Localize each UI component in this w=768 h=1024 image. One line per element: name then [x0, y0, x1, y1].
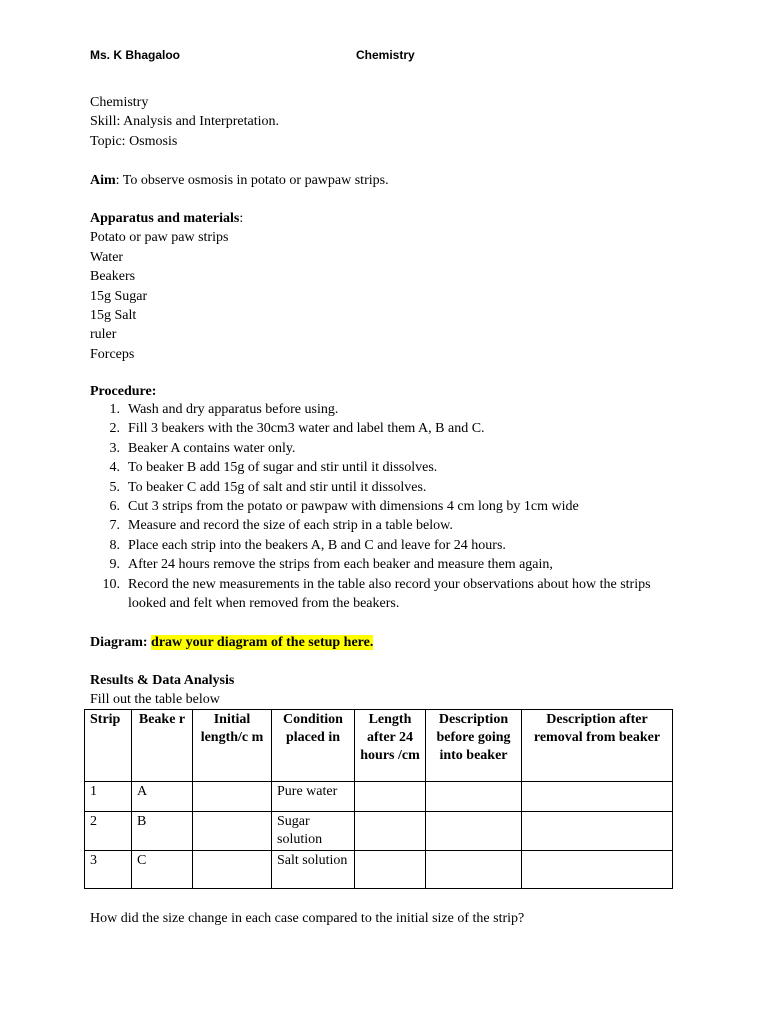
table-cell: Pure water: [272, 782, 355, 812]
procedure-step: 7. Measure and record the size of each strip in a table below.: [109, 518, 453, 534]
diagram-line: [90, 633, 373, 652]
subject-line: Chemistry: [90, 95, 149, 110]
table-row: [85, 851, 673, 889]
procedure-step: 6. Cut 3 strips from the potato or pawpaw with dimensions 4 cm long by 1cm wide: [109, 499, 579, 515]
aim-line: [90, 171, 389, 190]
table-cell[interactable]: [355, 812, 426, 851]
table-row: [85, 812, 673, 851]
table-cell[interactable]: [522, 782, 673, 812]
table-header-cell: Description before going into beaker: [426, 710, 522, 782]
apparatus-item: Water: [90, 249, 124, 265]
apparatus-item: ruler: [90, 327, 117, 343]
table-cell[interactable]: [522, 812, 673, 851]
table-cell: Salt solution: [272, 851, 355, 889]
table-header-cell: Length after 24 hours /cm: [355, 710, 426, 782]
apparatus-block: [90, 209, 243, 364]
table-cell: Sugar solution: [272, 812, 355, 851]
procedure-step: 5. To beaker C add 15g of salt and stir until it dissolves.: [109, 479, 427, 495]
header-author: Ms. K Bhagaloo: [90, 48, 181, 62]
aim-label: Aim: [90, 173, 116, 188]
table-header-cell: Condition placed in: [272, 710, 355, 782]
table-header-cell: Beake r: [132, 710, 193, 782]
table-cell: B: [132, 812, 193, 851]
procedure-list: [90, 400, 680, 613]
table-cell[interactable]: [193, 782, 272, 812]
apparatus-item: Beakers: [90, 269, 136, 285]
procedure-step: 3. Beaker A contains water only.: [109, 440, 296, 456]
table-header-row: [85, 710, 673, 782]
results-block: [90, 671, 234, 710]
procedure-step: 4. To beaker B add 15g of sugar and stir until it dissolves.: [109, 460, 438, 476]
apparatus-item: Forceps: [90, 346, 135, 362]
table-cell[interactable]: [193, 851, 272, 889]
results-instruction: Fill out the table below: [90, 692, 220, 708]
table-cell[interactable]: [426, 812, 522, 851]
topic-line: Topic: Osmosis: [90, 133, 178, 149]
analysis-question: How did the size change in each case compared to the initial size of the strip?: [90, 911, 525, 926]
skill-line: Skill: Analysis and Interpretation.: [90, 114, 279, 130]
table-header-cell: Strip: [85, 710, 132, 782]
table-cell: A: [132, 782, 193, 812]
apparatus-item: Potato or paw paw strips: [90, 230, 229, 246]
table-cell[interactable]: [355, 851, 426, 889]
table-header-cell: Description after removal from beaker: [522, 710, 673, 782]
diagram-label: Diagram:: [90, 635, 148, 650]
table-cell[interactable]: [193, 812, 272, 851]
apparatus-item: 15g Sugar: [90, 288, 148, 304]
aim-text: : To observe osmosis in potato or pawpaw strips.: [115, 173, 389, 188]
header-subject: Chemistry: [356, 48, 415, 62]
apparatus-item: 15g Salt: [90, 308, 137, 324]
table-cell[interactable]: [355, 782, 426, 812]
intro-block: [90, 93, 279, 151]
table-cell[interactable]: [426, 782, 522, 812]
table-cell: 1: [85, 782, 132, 812]
apparatus-heading: Apparatus and materials:: [90, 211, 244, 226]
table-header-cell: Initial length/c m: [193, 710, 272, 782]
procedure-step: 9. After 24 hours remove the strips from each beaker and measure them again,: [109, 557, 553, 573]
diagram-highlight: draw your diagram of the setup here.: [151, 635, 374, 650]
results-table: [84, 709, 673, 889]
table-cell[interactable]: [426, 851, 522, 889]
table-cell: 3: [85, 851, 132, 889]
procedure-step: 2. Fill 3 beakers with the 30cm3 water and label them A, B and C.: [109, 421, 485, 437]
procedure-step: 8. Place each strip into the beakers A, B and C and leave for 24 hours.: [109, 537, 506, 553]
table-cell: C: [132, 851, 193, 889]
table-cell: 2: [85, 812, 132, 851]
procedure-step: 1. Wash and dry apparatus before using.: [109, 402, 339, 417]
results-heading: Results & Data Analysis: [90, 673, 235, 688]
procedure-step: 10. Record the new measurements in the table also record your observations about how the strips looked and felt when removed from the beakers.: [102, 576, 651, 612]
table-row: [85, 782, 673, 812]
table-cell[interactable]: [522, 851, 673, 889]
procedure-heading: Procedure:: [90, 384, 157, 399]
